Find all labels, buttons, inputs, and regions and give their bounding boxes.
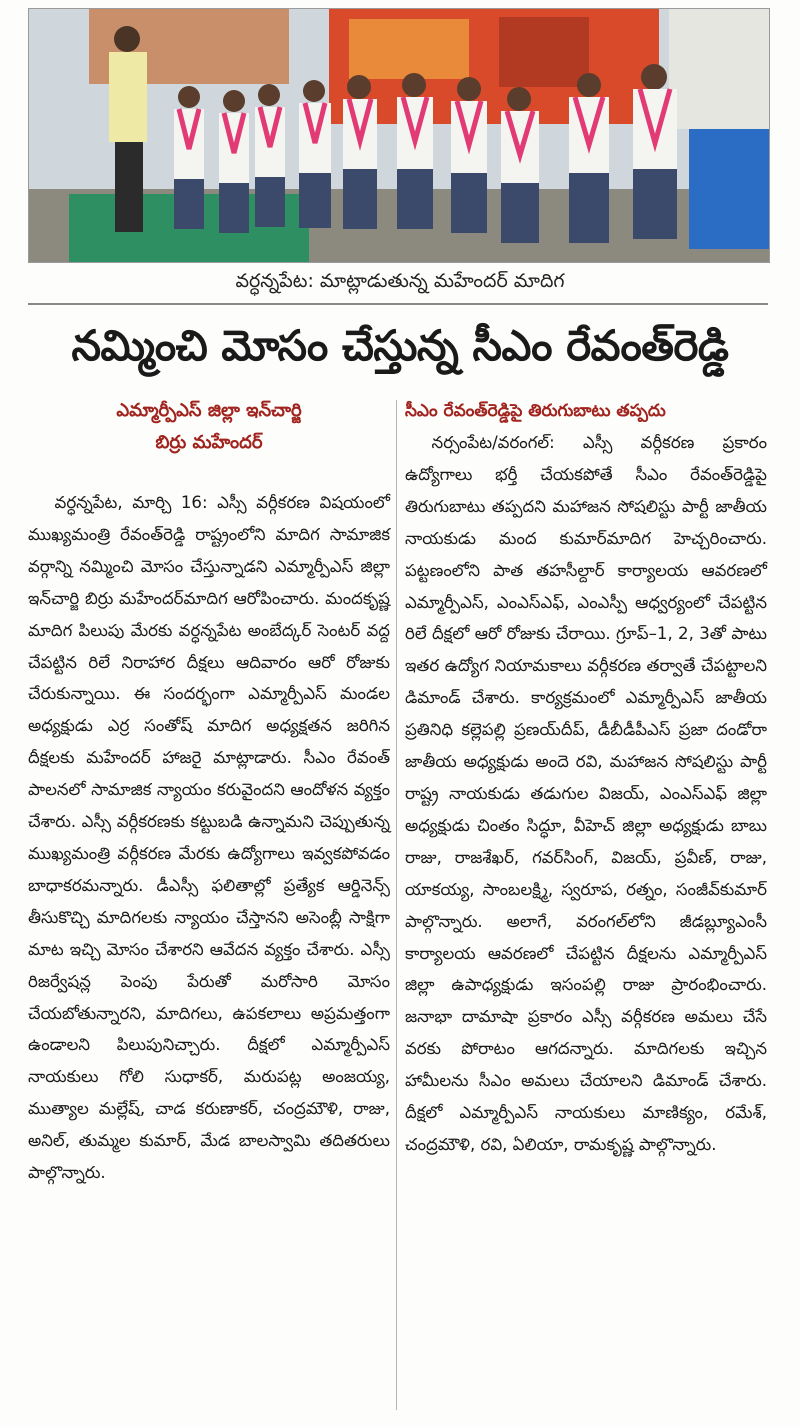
column-divider: [396, 400, 397, 1410]
article-headline: నమ్మించి మోసం చేస్తున్న సీఎం రేవంత్‌రెడ్డి: [71, 321, 729, 370]
left-kicker-line2: బిర్రు మహేందర్: [155, 432, 263, 453]
right-body-text: నర్సంపేట/వరంగల్: ఎస్సీ వర్గీకరణ ప్రకారం ఉద్యోగాలు భర్తీ చేయకపోతే సీఎం రేవంత్‌రెడ్డిపై తిరుగుబాటు తప్పదని మహాజన సోషలిస్టు పార్టీ జాతీయ నాయకుడు మంద కుమార్‌మాదిగ హెచ్చరించారు. పట్టణంలోని పాత తహసీల్దార్ కార్యాలయ ఆవరణలో ఎమ్మార్పీఎస్, ఎంఎస్ఎఫ్, ఎంఎస్పీ ఆధ్వర్యంలో చేపట్టిన రిలే దీక్షలో ఆరో రోజుకు చేరాయి. గ్రూప్–1, 2, 3తో పాటు ఇతర ఉద్యోగ నియామకాలు వర్గీకరణ తర్వాతే చేపట్టాలని డిమాండ్ చేశారు. కార్యక్రమంలో ఎమ్మార్పీఎస్ జాతీయ ప్రతినిధి కల్లెపల్లి ప్రణయ్‌దీప్, డీబీడీపీఎస్ ప్రజా దండోరా జాతీయ అధ్యక్షుడు అందె రవి, మహాజన సోషలిస్టు పార్టీ రాష్ట్ర నాయకుడు తడుగుల విజయ్, ఎంఎస్ఎఫ్ జిల్లా అధ్యక్షుడు చింతం సిద్ధూ, వీహెచ్ జిల్లా అధ్యక్షుడు బాబు రాజు, రాజశేఖర్, గవర్‌సింగ్, విజయ్, ప్రవీణ్, రాజు, యాకయ్య, సాంబలక్ష్మి, స్వరూప, రత్నం, సంజీవ్‌కుమార్ పాల్గొన్నారు. అలాగే, వరంగల్‌లోని జీడబ్ల్యూఎంసీ కార్యాలయ ఆవరణలో చేపట్టిన దీక్షలను ఎమ్మార్పీఎస్ జిల్లా ఉపాధ్యక్షుడు ఇసంపల్లి రాజు ప్రారంభించారు. జనాభా దామాషా ప్రకారం ఎస్సీ వర్గీకరణ అమలు చేసే వరకు పోరాటం ఆగదన్నారు. మాదిగలకు ఇచ్చిన హామీలను సీఎం అమలు చేయాలని డిమాండ్ చేశారు. దీక్షలో ఎమ్మార్పీఎస్ నాయకులు మాణిక్యం, రమేశ్, చంద్రమౌళి, రవి, ఏలియా, రామకృష్ణ పాల్గొన్నారు.: [405, 433, 767, 1154]
left-body-text: వర్ధన్నపేట, మార్చి 16: ఎస్సీ వర్గీకరణ విషయంలో ముఖ్యమంత్రి రేవంత్‌రెడ్డి రాష్ట్రంలోని మాదిగ సామాజిక వర్గాన్ని నమ్మించి మోసం చేస్తున్నాడని ఎమ్మార్పీఎస్ జిల్లా ఇన్‌చార్జి బిర్రు మహేందర్‌మాదిగ ఆరోపించారు. మందకృష్ణ మాదిగ పిలుపు మేరకు వర్ధన్నపేట అంబేద్కర్ సెంటర్ వద్ద చేపట్టిన రిలే నిరాహార దీక్షలు ఆదివారం ఆరో రోజుకు చేరుకున్నాయి. ఈ సందర్భంగా ఎమ్మార్పీఎస్ మండల అధ్యక్షుడు ఎర్ర సంతోష్ మాదిగ అధ్యక్షతన జరిగిన దీక్షలకు మహేందర్ హాజరై మాట్లాడారు. సీఎం రేవంత్ పాలనలో సామాజిక న్యాయం కరువైందని ఆందోళన వ్యక్తం చేశారు. ఎస్సీ వర్గీకరణకు కట్టుబడి ఉన్నామని చెప్పుతున్న ముఖ్యమంత్రి వర్గీకరణ మేరకు ఉద్యోగాలు ఇవ్వకపోవడం బాధాకరమన్నారు. డీఎస్సీ ఫలితాల్లో ప్రత్యేక ఆర్డినెన్స్ తీసుకొచ్చి మాదిగలకు న్యాయం చేస్తానని అసెంబ్లీ సాక్షిగా మాట ఇచ్చి మోసం చేశారని ఆవేదన వ్యక్తం చేశారు. ఎస్సీ రిజర్వేషన్ల పెంపు పేరుతో మరోసారి మోసం చేయబోతున్నారని, మాదిగలు, ఉపకలాలు అప్రమత్తంగా ఉండాలని పిలుపునిచ్చారు. దీక్షలో ఎమ్మార్పీఎస్ నాయకులు గోలి సుధాకర్, మరుపట్ల అంజయ్య, ముత్యాల మల్లేష్, చాడ కరుణాకర్, చంద్రమౌళి, రాజు, అనిల్, తుమ్మల కుమార్, మేడ బాలస్వామి తదితరులు పాల్గొన్నారు.: [28, 493, 390, 1183]
section-divider: [28, 303, 768, 305]
news-photo: [28, 8, 770, 263]
right-column: [405, 395, 767, 1161]
left-kicker-line1: ఎమ్మార్పీఎస్ జిల్లా ఇన్‌చార్జి: [116, 400, 302, 421]
group-photo-icon: [29, 9, 769, 262]
photo-caption: వర్ధన్నపేట: మాట్లాడుతున్న మహేందర్ మాదిగ: [235, 270, 565, 292]
left-column: [28, 395, 390, 1189]
right-kicker: సీఎం రేవంత్‌రెడ్డిపై తిరుగుబాటు తప్పదు: [405, 401, 666, 421]
